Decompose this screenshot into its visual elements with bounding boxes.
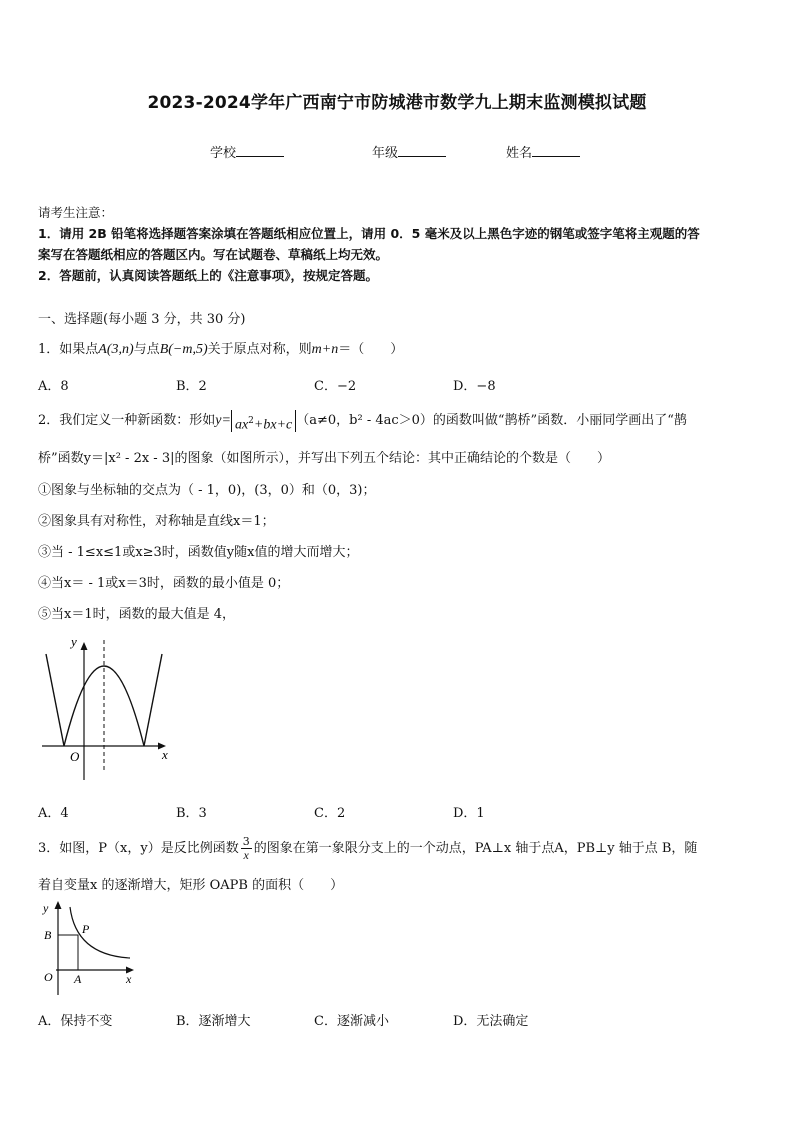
q2-conclusion-2: ②图象具有对称性，对称轴是直线x＝1；: [38, 514, 275, 529]
q2-conclusion-5: ⑤当x＝1时，函数的最大值是 4，: [38, 607, 236, 622]
q2-condition: （a≠0，b² - 4ac＞0）的函数叫做“鹊桥”函数．小丽同学画出了“鹊: [296, 413, 687, 428]
grade-label: 年级: [372, 146, 399, 161]
question-2-line2: 桥”函数y＝|x² - 2x - 3|的图象（如图所示），并写出下列五个结论：其中正确结论的个数是（ ）: [38, 451, 610, 466]
q3-rectangle-oapb: [58, 935, 78, 970]
section-heading: 一、选择题(每小题 3 分，共 30 分): [38, 312, 246, 327]
q3-x-label: x: [126, 972, 132, 986]
q1-option-d[interactable]: D．−8: [453, 379, 496, 394]
name-label: 姓名: [506, 146, 533, 161]
q2-func-lhs: y=: [215, 413, 231, 428]
notice-heading: 请考生注意：: [38, 205, 114, 220]
q2-graph: [38, 630, 178, 785]
q1-point-b: B(−m,5): [159, 342, 208, 357]
q1-mid2: 关于原点对称，则: [207, 342, 312, 357]
question-1: [38, 338, 403, 358]
q1-expr: m+n: [311, 342, 339, 357]
notice-item-1a: 1．请用 2B 铅笔将选择题答案涂填在答题纸相应位置上，请用 0．5 毫米及以上黑色字迹的钢笔或签字笔将主观题的答: [38, 226, 700, 241]
q3-hyperbola: [70, 907, 130, 958]
page-title: 2023-2024学年广西南宁市防城港市数学九上期末监测模拟试题: [147, 93, 647, 113]
q2-origin-label: O: [70, 749, 80, 764]
q1-option-c[interactable]: C．−2: [314, 379, 357, 394]
q3-text-a: 3．如图，P（x，y）是反比例函数: [38, 841, 239, 856]
q3-label-a: A: [74, 972, 82, 986]
q2-prefix: 2．我们定义一种新函数：形如: [38, 413, 216, 428]
q2-conclusion-3: ③当 - 1≤x≤1或x≥3时，函数值y随x值的增大而增大；: [38, 545, 359, 560]
q3-option-c[interactable]: C．逐渐减小: [314, 1014, 389, 1029]
q2-option-d[interactable]: D．1: [453, 806, 485, 821]
q1-prefix: 1．如果点: [38, 342, 99, 357]
school-field[interactable]: [210, 142, 284, 161]
q3-text-b: 的图象在第一象限分支上的一个动点，PA⊥x 轴于点A，PB⊥y 轴于点 B，随: [253, 841, 698, 856]
grade-field[interactable]: [372, 142, 446, 161]
q1-mid: 与点: [133, 342, 160, 357]
q3-y-label: y: [43, 901, 49, 915]
q3-option-b[interactable]: B．逐渐增大: [176, 1014, 251, 1029]
q3-label-b: B: [44, 928, 52, 942]
q1-option-b[interactable]: B．2: [176, 379, 207, 394]
q2-right-branch: [144, 654, 162, 746]
notice-item-2: 2．答题前，认真阅读答题纸上的《注意事项》，按规定答题。: [38, 268, 378, 283]
q2-y-label: y: [71, 634, 77, 649]
q3-option-a[interactable]: A．保持不变: [38, 1014, 113, 1029]
q2-abs-expression: $ax^2+bx+c$: [231, 410, 296, 432]
school-label: 学校: [210, 146, 237, 161]
q3-graph: [38, 895, 143, 995]
question-2-line1: [38, 409, 687, 432]
q1-point-a: A(3,n): [98, 342, 134, 357]
q2-option-b[interactable]: B．3: [176, 806, 207, 821]
question-3-line1: [38, 836, 697, 861]
q3-origin-label: O: [44, 970, 53, 984]
q2-conclusion-1: ①图象与坐标轴的交点为（ - 1，0)，(3，0）和（0，3)；: [38, 483, 376, 498]
q1-suffix: ＝（ ）: [338, 342, 404, 357]
q2-conclusion-4: ④当x＝ - 1或x＝3时，函数的最小值是 0；: [38, 576, 290, 591]
q3-y-arrow: [55, 901, 62, 909]
notice-item-1b: 案写在答题纸相应的答题区内。写在试题卷、草稿纸上均无效。: [38, 247, 389, 262]
question-3-line2: 着自变量x 的逐渐增大，矩形 OAPB 的面积（ ）: [38, 878, 344, 893]
q1-option-a[interactable]: A．8: [38, 379, 69, 394]
q2-option-a[interactable]: A．4: [38, 806, 69, 821]
q2-y-arrow: [81, 642, 88, 650]
q2-left-branch: [46, 654, 64, 746]
q3-option-d[interactable]: D．无法确定: [453, 1014, 529, 1029]
q3-label-p: P: [82, 922, 90, 936]
name-field[interactable]: [506, 142, 580, 161]
q2-option-c[interactable]: C．2: [314, 806, 346, 821]
q2-x-label: x: [162, 747, 168, 762]
q3-fraction: $\frac{3}{x}$: [242, 835, 250, 862]
